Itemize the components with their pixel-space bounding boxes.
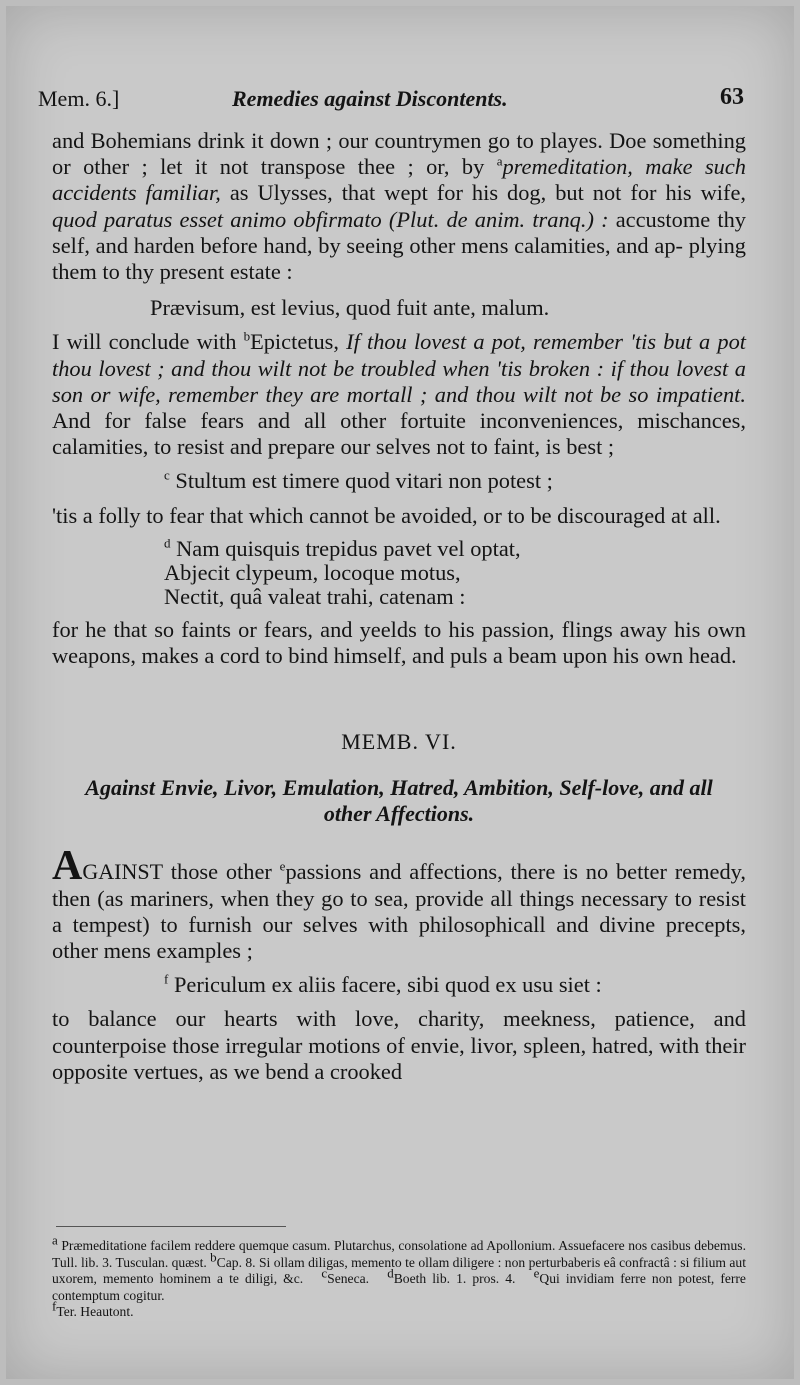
- fn-mark-f: f: [52, 1298, 57, 1314]
- p1-line-2: Doe something or other ; let it not transpose thee ; or, by: [52, 128, 746, 180]
- paragraph-3: 'tis a folly to fear that which cannot be avoided, or to be discouraged at all.: [52, 502, 721, 528]
- poem-line-2: Abjecit clypeum, locoque motus,: [164, 559, 461, 585]
- p1-line-7: plying them to thy present estate :: [52, 232, 746, 285]
- footnote-mark-d: d: [164, 535, 171, 551]
- p1-line-5: accustome thy self, and: [52, 206, 746, 258]
- fn-mark-b: b: [210, 1248, 217, 1264]
- paragraph-2: [52, 329, 746, 460]
- fn-text-e: Qui invidiam ferre non potest, ferre contemptum cogitur.: [52, 1271, 746, 1303]
- poem-line-3: Nectit, quâ valeat trahi, catenam :: [164, 583, 466, 609]
- p1-italic-2: quod paratus esset animo: [52, 206, 287, 232]
- footnote-mark-a: a: [496, 153, 503, 169]
- member-reference: Mem. 6.]: [38, 86, 120, 111]
- p1-line-6: harden before hand, by seeing other mens calamities, and ap-: [133, 232, 683, 258]
- verse-3-text: Periculum ex aliis facere, sibi quod ex usu siet :: [168, 972, 602, 998]
- fn-mark-a: a: [52, 1232, 58, 1248]
- p1-italic-3: obfirmato (Plut. de anim. tranq.) :: [293, 206, 609, 232]
- page-number: 63: [720, 84, 744, 110]
- section-subtitle: Against Envie, Livor, Emulation, Hatred, Ambition, Self-love, and all other Affections.: [85, 775, 713, 827]
- fn-mark-d: d: [387, 1265, 394, 1281]
- p1-line-4: wept for his dog, but not for his wife,: [384, 180, 746, 206]
- footnotes: [52, 1232, 746, 1321]
- fn-text-f: Ter. Heautont.: [56, 1304, 134, 1319]
- section-heading: MEMB. VI.: [341, 729, 457, 755]
- p5-text-b: passions and affections, there is no better remedy, then (as mariners, when they go to sea, provide all things necessary to resist a tempest) to furnish our selves with philosophicall and divine precepts, other mens examples ;: [52, 859, 746, 964]
- drop-cap: A: [52, 843, 83, 890]
- paragraph-1: [52, 128, 746, 285]
- running-header: [38, 82, 748, 118]
- p2-quote: If thou lovest a pot, remember 'tis but a pot thou lovest ; and thou wilt not be troubled when 'tis broken : if thou lovest a son or wife, remember they are mortall ; and thou wilt not be so impatient.: [52, 329, 746, 407]
- p1-line-1: and Bohemians drink it down ; our countrymen go to playes.: [52, 128, 603, 153]
- p1-italic-1: premeditation, make such accidents familiar,: [52, 154, 746, 206]
- p1-line-3: as Ulysses, that: [220, 180, 376, 206]
- footnote-mark-e: e: [279, 858, 286, 874]
- footnote-a-b: [52, 1232, 746, 1321]
- footnote-rule: [56, 1226, 286, 1227]
- fn-mark-e: e: [533, 1265, 540, 1281]
- book-page: [6, 6, 794, 1379]
- running-title: Remedies against Discontents.: [232, 86, 508, 111]
- paragraph-6: to balance our hearts with love, charity, meekness, patience, and counterpoise those irregular motions of envie, livor, spleen, hatred, with their opposite vertues, as we bend a crooked: [52, 1006, 746, 1084]
- latin-poem: [52, 537, 746, 609]
- p2-intro: I will conclude with: [52, 329, 244, 355]
- poem-line-1-text: Nam quisquis trepidus pavet vel optat,: [170, 535, 521, 561]
- verse-3: [52, 972, 746, 998]
- fn-text-c: Seneca.: [327, 1271, 370, 1286]
- paragraph-5: [52, 843, 746, 964]
- footnote-mark-b: b: [243, 328, 251, 344]
- small-caps-word: GAINST: [82, 859, 164, 885]
- fn-text-a: Præmeditatione facilem reddere quemque casum. Plutarchus, consolatione ad Apollonium. Assuefacere nos casibus debemus. Tull. lib. 3. Tusculan. quæst.: [52, 1238, 746, 1270]
- verse-1: Prævisum, est levius, quod fuit ante, malum.: [150, 295, 550, 321]
- footnote-mark-c: c: [164, 467, 170, 483]
- body-text: [52, 128, 746, 1085]
- fn-text-d: Boeth lib. 1. pros. 4.: [393, 1271, 516, 1286]
- p2-author: Epictetus,: [250, 329, 347, 355]
- verse-2: [52, 468, 746, 494]
- footnote-mark-f: f: [164, 971, 169, 987]
- fn-mark-c: c: [321, 1265, 328, 1281]
- p5-text-a: those other: [163, 859, 280, 885]
- paragraph-4: for he that so faints or fears, and yeelds to his passion, flings away his own weapons, makes a cord to bind himself, and puls a beam upon his own head.: [52, 616, 746, 669]
- p2-rest: And for false fears and all other fortuite inconveniences, mischances, calamities, to resist and prepare our selves not to faint, is best ;: [52, 408, 746, 460]
- poem-line-1: [164, 537, 746, 561]
- fn-text-b: Cap. 8. Si ollam diligas, memento te ollam diligere : non perturbaberis eâ confractâ : si filium aut uxorem, memento hominem a te diligi, &c.: [52, 1254, 746, 1286]
- verse-2-text: Stultum est timere quod vitari non potest ;: [169, 468, 553, 494]
